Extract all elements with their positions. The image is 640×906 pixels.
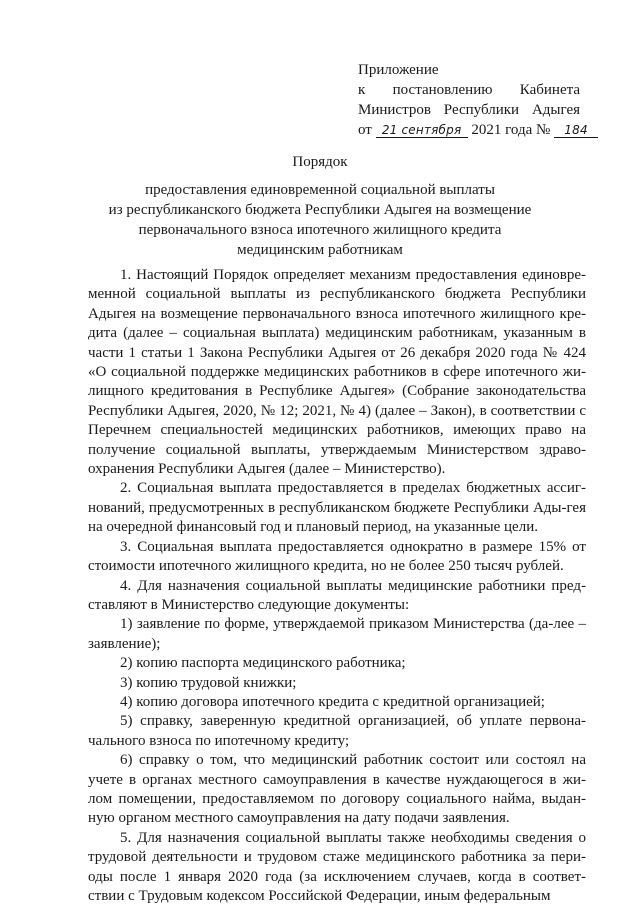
appendix-label: Приложение bbox=[358, 62, 439, 78]
list-item-6: 6) справку о том, что медицинский работник состоит или состоял на учете в органах местного самоуправления в качестве нуждающегося в жи-лом помещении, предоставляемом по договору социального найма, выдан-ную органом местного самоуправления на дату подачи заявления. bbox=[88, 752, 586, 827]
handwritten-date: 21 сентября bbox=[376, 123, 468, 138]
appendix-resolution-line: к постановлению Кабинета bbox=[358, 82, 580, 98]
title-line-2: из республиканского бюджета Республики Адыгея на возмещение bbox=[108, 202, 532, 218]
date-prefix: от bbox=[358, 122, 372, 138]
title-line-1: предоставления единовременной социальной выплаты bbox=[145, 182, 495, 198]
appendix-block bbox=[358, 60, 588, 140]
paragraph-1: 1. Настоящий Порядок определяет механизм предоставления единовре-менной социальной выплаты из республиканского бюджета Республики Адыгея на возмещение первоначального взноса ипотечного жилищного кре-дита (далее – социальная выплата) медицинским работникам, указанным в части 1 статьи 1 Закона Республики Адыгея от 26 декабря 2020 года № 424 «О социальной поддержке медицинских работников в сфере ипотечного жи-лищного кредитования в Республике Адыгея» (Собрание законодательства Республики Адыгея, 2020, № 12; 2021, № 4) (далее – Закон), в соответствии с Перечнем специальностей медицинских работников, имеющих право на получение социальной выплаты, утверждаемым Министерством здраво-охранения Республики Адыгея (далее – Министерство). bbox=[88, 267, 586, 478]
paragraph-4: 4. Для назначения социальной выплаты медицинские работники пред-ставляют в Министерство следующие документы: bbox=[88, 577, 586, 613]
list-item-4: 4) копию договора ипотечного кредита с кредитной организацией; bbox=[120, 693, 545, 710]
appendix-cabinet-line: Министров Республики Адыгея bbox=[358, 102, 580, 118]
document-body bbox=[88, 266, 586, 906]
list-item-5: 5) справку, заверенную кредитной организацией, об уплате первона-чального взноса по ипотечному кредиту; bbox=[88, 713, 586, 749]
paragraph-3: 3. Социальная выплата предоставляется однократно в размере 15% от стоимости ипотечного жилищного кредита, но не более 250 тысяч рублей. bbox=[88, 538, 586, 575]
handwritten-number: 184 bbox=[554, 123, 598, 138]
appendix-date-line bbox=[358, 120, 588, 140]
paragraph-2: 2. Социальная выплата предоставляется в пределах бюджетных ассиг-нований, предусмотренных в республиканском бюджете Республики Ады-гея на очередной финансовый год и плановый период, на указанные цели. bbox=[88, 480, 586, 536]
title-heading: Порядок bbox=[292, 154, 348, 170]
list-item-1: 1) заявление по форме, утверждаемой приказом Министерства (да-лее – заявление); bbox=[88, 616, 586, 652]
list-item-2: 2) копию паспорта медицинского работника; bbox=[120, 655, 406, 672]
title-line-3: первоначального взноса ипотечного жилищного кредита bbox=[138, 222, 502, 238]
year-number-label: 2021 года № bbox=[471, 122, 551, 138]
list-item-3: 3) копию трудовой книжки; bbox=[120, 674, 297, 691]
paragraph-5: 5. Для назначения социальной выплаты также необходимы сведения о трудовой деятельности и трудовом стаже медицинского работника за пери-оды после 1 января 2020 года (за исключением случаев, когда в соответ-ствии с Трудовым кодексом Российской Федерации, иным федеральным bbox=[88, 829, 586, 904]
document-title bbox=[80, 152, 560, 260]
title-line-4: медицинским работникам bbox=[237, 242, 403, 258]
